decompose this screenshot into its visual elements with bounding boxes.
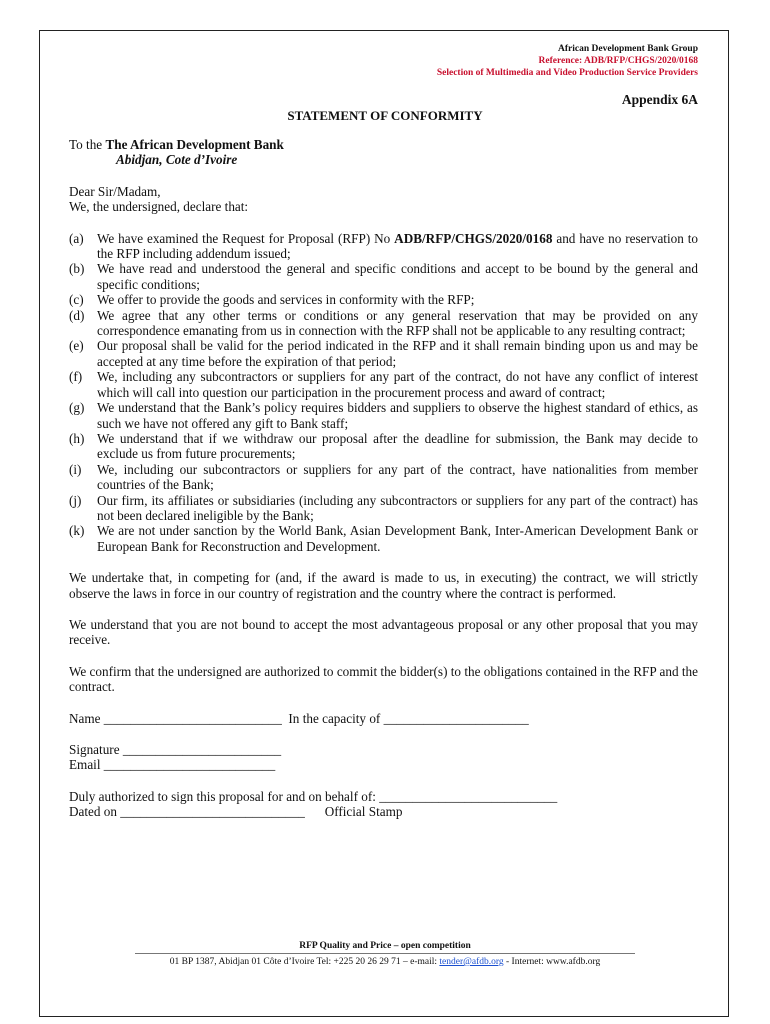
clause-item — [69, 261, 698, 292]
name-capacity-field: Name ___________________________ In the capacity of ______________________ — [69, 710, 529, 726]
clause-text: We agree that any other terms or conditions or any general reservation that may be provided on any correspondence emanating from us in connection with the RFP shall not be applicable to any resulting contract; — [97, 307, 698, 339]
footer-address: 01 BP 1387, Abidjan 01 Côte d’Ivoire Tel: +225 20 26 29 71 – e-mail: tender@afdb.org - Internet: www.afdb.org — [169, 957, 601, 967]
official-stamp-label: Official Stamp — [324, 804, 403, 820]
clause-item — [69, 493, 698, 524]
addressee-prefix: To the — [69, 137, 106, 152]
appendix-label: Appendix 6A — [621, 92, 698, 107]
page-footer — [0, 941, 770, 967]
email-field: Email __________________________ — [69, 757, 276, 773]
clause-list — [69, 231, 698, 555]
clause-text: We are not under sanction by the World Bank, Asian Development Bank, Inter-American Development Bank or European Bank for Reconstruction and Development. — [97, 523, 698, 554]
clause-item — [69, 462, 698, 493]
clause-text: We understand that if we withdraw our proposal after the deadline for submission, the Bank may decide to exclude us from future procurements; — [97, 430, 698, 462]
addressee-bank: The African Development Bank — [105, 137, 284, 152]
header-reference: Reference: ADB/RFP/CHGS/2020/0168 — [538, 56, 698, 66]
clause-label: (d) — [69, 307, 85, 323]
clause-text: We, including our subcontractors or suppliers for any part of the contract, have nationalities from member countries of the Bank; — [97, 461, 698, 493]
authorized-field: Duly authorized to sign this proposal for and on behalf of: ___________________________ — [69, 788, 558, 804]
authorization-paragraph: We confirm that the undersigned are authorized to commit the bidder(s) to the obligations contained in the RFP and the contract. — [69, 663, 698, 695]
clause-text: We, including any subcontractors or suppliers for any part of the contract, do not have any conflict of interest which will call into question our participation in the procurement process and award of contract; — [97, 369, 698, 400]
clause-label: (k) — [69, 523, 85, 539]
clause-label: (h) — [69, 430, 85, 446]
clause-item — [69, 338, 698, 369]
letter-body — [69, 137, 698, 820]
acceptance-paragraph: We understand that you are not bound to accept the most advantageous proposal or any other proposal that you may receive. — [69, 616, 698, 648]
footer-email-link[interactable]: tender@afdb.org — [439, 957, 504, 967]
clause-label: (c) — [69, 292, 84, 308]
document-header — [437, 43, 698, 79]
clause-label: (g) — [69, 400, 85, 416]
footer-divider — [135, 953, 635, 954]
clause-text: We offer to provide the goods and services in conformity with the RFP; — [97, 292, 475, 308]
clause-item — [69, 400, 698, 431]
clause-item — [69, 431, 698, 462]
clause-label: (f) — [69, 369, 83, 385]
dated-line — [69, 804, 698, 819]
clause-label: (j) — [69, 492, 82, 508]
undertaking-paragraph: We undertake that, in competing for (and, if the award is made to us, in executing) the contract, we will strictly observe the laws in force in our country of registration and the country where the contract is performed. — [69, 570, 698, 601]
signature-field: Signature ________________________ — [69, 742, 282, 757]
header-subject: Selection of Multimedia and Video Production Service Providers — [436, 68, 698, 78]
clause-text: We have examined the Request for Proposal (RFP) No ADB/RFP/CHGS/2020/0168 and have no reservation to the RFP including addendum issued; — [97, 230, 698, 262]
header-org: African Development Bank Group — [558, 44, 698, 54]
page-title: STATEMENT OF CONFORMITY — [287, 108, 483, 123]
clause-text: Our proposal shall be valid for the period indicated in the RFP and it shall remain binding upon us and may be accepted at any time before the expiration of that period; — [97, 338, 698, 369]
clause-label: (a) — [69, 230, 84, 246]
clause-text: We understand that the Bank’s policy requires bidders and suppliers to observe the highest standard of ethics, as such we have not offered any gift to Bank staff; — [97, 400, 698, 431]
clause-text: Our firm, its affiliates or subsidiaries (including any subcontractors or suppliers for any part of the contract) has not been declared ineligible by the Bank; — [97, 492, 698, 523]
declaration-intro: We, the undersigned, declare that: — [69, 199, 249, 215]
addressee-city: Abidjan, Cote d’Ivoire — [116, 152, 238, 168]
clause-label: (e) — [69, 338, 84, 354]
clause-item — [69, 292, 698, 307]
dated-field: Dated on ____________________________ — [69, 804, 305, 820]
addressee — [69, 137, 698, 168]
clause-item — [69, 523, 698, 554]
clause-item — [69, 231, 698, 262]
clause-item — [69, 369, 698, 400]
salutation: Dear Sir/Madam, — [69, 183, 161, 199]
clause-text: We have read and understood the general and specific conditions and accept to be bound by the general and specific conditions; — [97, 261, 698, 292]
footer-title: RFP Quality and Price – open competition — [299, 941, 471, 951]
clause-item — [69, 308, 698, 339]
clause-label: (i) — [69, 461, 82, 477]
clause-label: (b) — [69, 261, 85, 277]
